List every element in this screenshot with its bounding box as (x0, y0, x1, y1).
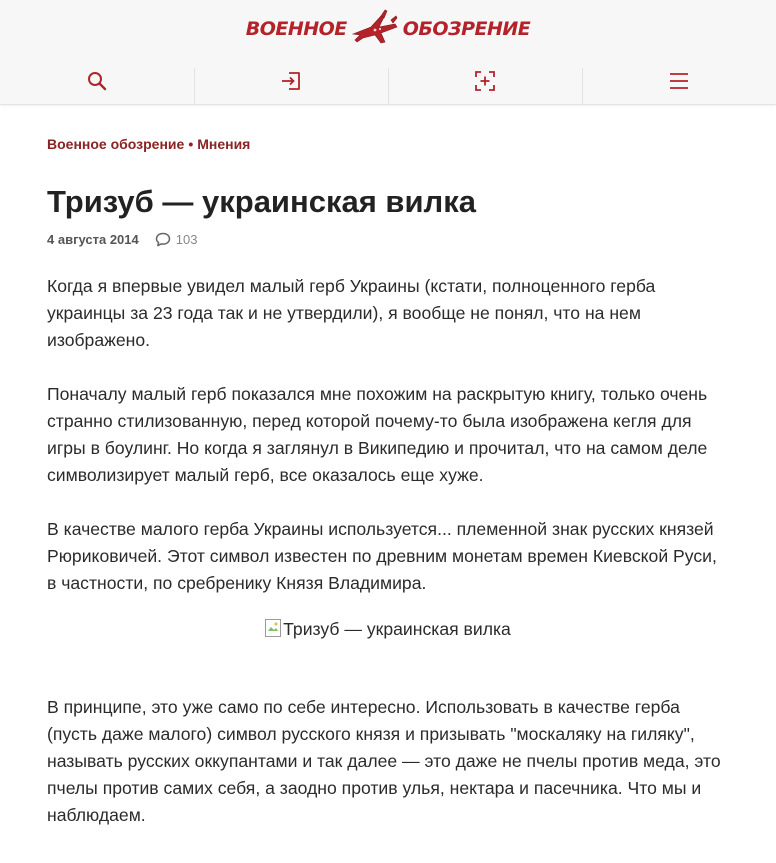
breadcrumb-section-link[interactable]: Мнения (197, 136, 251, 152)
article-meta (47, 230, 729, 248)
nav-search[interactable] (0, 58, 194, 104)
login-icon (280, 71, 302, 91)
article-paragraph: В принципе, это уже само по себе интересно. Использовать в качестве герба (пусть даже малого) символ русского князя и призывать "москаляку на гиляку", называть русских оккупантами и так далее — это даже не пчелы против меда, это пчелы против самих себя, а заодно против улья, нектара и пасечника. Что мы и наблюдаем. (47, 697, 721, 825)
broken-image-icon (265, 619, 281, 637)
breadcrumb-separator: • (188, 136, 194, 152)
comment-bubble-icon (155, 232, 171, 247)
article-date: 4 августа 2014 (47, 231, 139, 247)
breadcrumb (47, 136, 729, 152)
article-paragraph: В качестве малого герба Украины используется... племенной знак русских князей Рюриковичей. Этот символ известен по древним монетам времен Киевской Руси, в частности, по сребренику Князя Владимира. (47, 519, 717, 593)
article-title: Тризуб — украинская вилка (47, 184, 476, 219)
site-header (0, 0, 776, 105)
search-icon (87, 71, 107, 91)
comments-count: 103 (175, 231, 198, 247)
nav-login[interactable] (194, 58, 388, 104)
breadcrumb-home-link[interactable]: Военное обозрение (47, 136, 185, 152)
nav-menu[interactable] (582, 58, 776, 104)
article-paragraph: Когда я впервые увидел малый герб Украины (кстати, полноценного герба украинцы за 23 года так и не утвердили), я вообще не понял, что на нем изображено. (47, 276, 656, 350)
article-content (0, 136, 776, 829)
comments-link[interactable] (155, 232, 198, 247)
fighter-jet-icon (351, 8, 399, 51)
add-post-icon (474, 70, 496, 92)
site-logo[interactable] (0, 0, 776, 58)
nav-add-post[interactable] (388, 58, 582, 104)
logo-text-left: ВОЕННОЕ (245, 18, 347, 40)
logo-text-right: ОБОЗРЕНИЕ (402, 18, 531, 40)
top-nav (0, 58, 776, 104)
menu-icon (669, 72, 689, 90)
article-image-alt: Тризуб — украинская вилка (283, 619, 511, 639)
article-figure (47, 618, 729, 658)
article-paragraph: Поначалу малый герб показался мне похожим на раскрытую книгу, только очень странно стилизованную, перед которой почему-то была изображена кегля для игры в боулинг. Но когда я заглянул в Википедию и прочитал, что на самом деле символизирует малый герб, все оказалось еще хуже. (47, 384, 708, 485)
article-image (265, 618, 511, 658)
